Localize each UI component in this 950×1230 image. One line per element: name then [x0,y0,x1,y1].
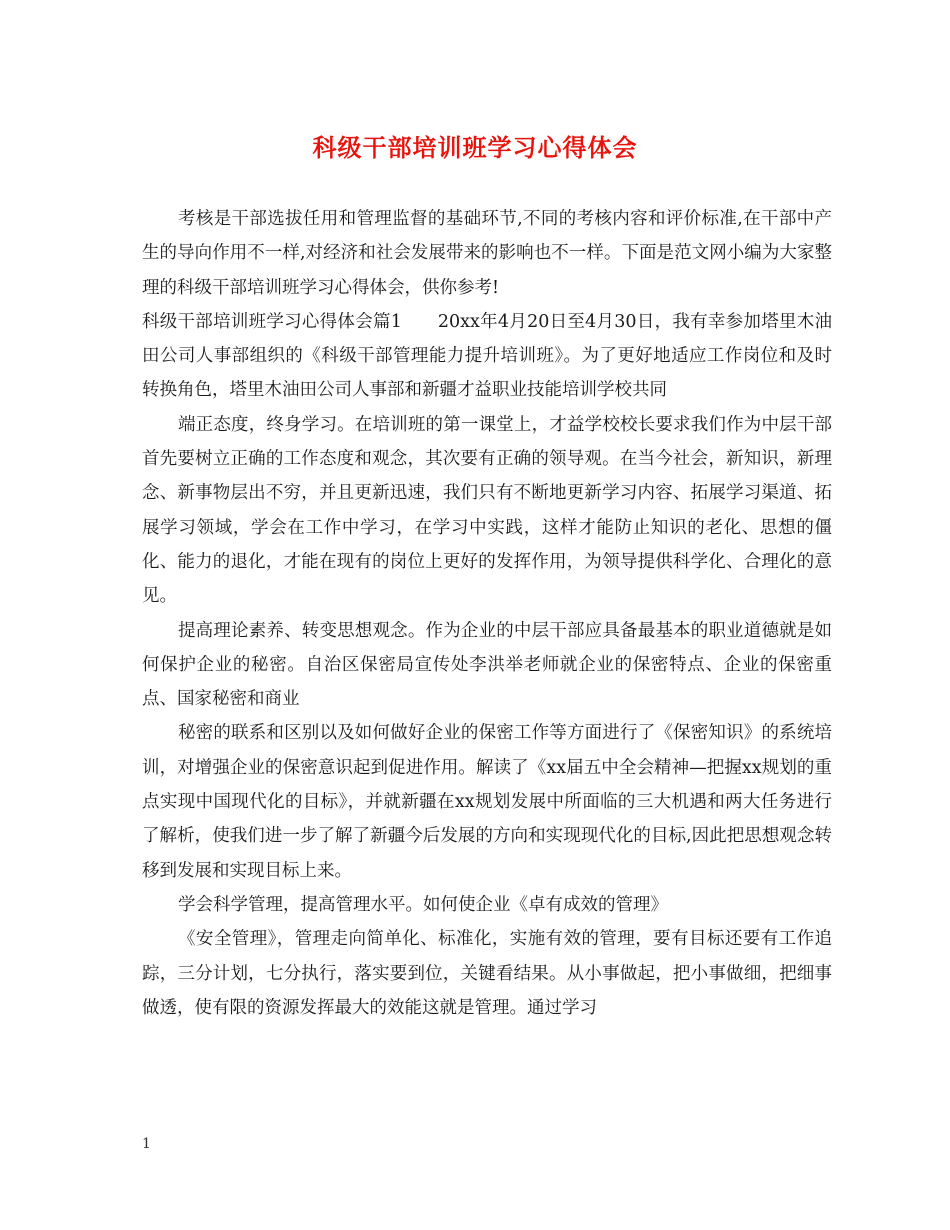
paragraph-theory: 提高理论素养、转变思想观念。作为企业的中层干部应具备最基本的职业道德就是如何保护企业的秘密。自治区保密局宣传处李洪举老师就企业的保密特点、企业的保密重点、国家秘密和商业 [142,620,832,710]
paragraph-attitude: 端正态度，终身学习。在培训班的第一课堂上，才益学校校长要求我们作为中层干部首先要树立正确的工作态度和观念，其次要有正确的领导观。在当今社会，新知识，新理念、新事物层出不穷，并且更新迅速，我们只有不断地更新学习内容、拓展学习渠道、拓展学习领域，学会在工作中学习，在学习中实践，这样才能防止知识的老化、思想的僵化、能力的退化，才能在现有的岗位上更好的发挥作用，为领导提供科学化、合理化的意见。 [142,414,832,607]
paragraph-safety: 《安全管理》，管理走向简单化、标准化，实施有效的管理，要有目标还要有工作追踪，三分计划，七分执行，落实要到位，关键看结果。从小事做起，把小事做细，把细事做透，使有限的资源发挥最大的效能这就是管理。通过学习 [142,929,832,1018]
article-label: 科级干部培训班学习心得体会篇1 [142,311,402,332]
page-number: 1 [142,1136,151,1152]
paragraph-management: 学会科学管理，提高管理水平。如何使企业《卓有成效的管理》 [178,894,668,915]
document-body [142,202,832,1025]
article-1-text: 20xx年4月20日至4月30日，我有幸参加塔里木油田公司人事部组织的《科级干部管理能力提升培训班》。为了更好地适应工作岗位和及时转换角色，塔里木油田公司人事部和新疆才益职业技能培训学校共同 [142,311,832,401]
document-title: 科级干部培训班学习心得体会 [312,134,638,162]
paragraph-article-1 [142,305,832,408]
paragraph-secrets: 秘密的联系和区别以及如何做好企业的保密工作等方面进行了《保密知识》的系统培训，对增强企业的保密意识起到促进作用。解读了《xx届五中全会精神—把握xx规划的重点实现中国现代化的目标》，并就新疆在xx规划发展中所面临的三大机遇和两大任务进行了解析，使我们进一步了解了新疆今后发展的方向和实现现代化的目标,因此把思想观念转移到发展和实现目标上来。 [142,723,832,881]
paragraph-intro: 考核是干部选拔任用和管理监督的基础环节,不同的考核内容和评价标准,在干部中产生的导向作用不一样,对经济和社会发展带来的影响也不一样。下面是范文网小编为大家整理的科级干部培训班学习心得体会，供你参考! [142,209,832,298]
